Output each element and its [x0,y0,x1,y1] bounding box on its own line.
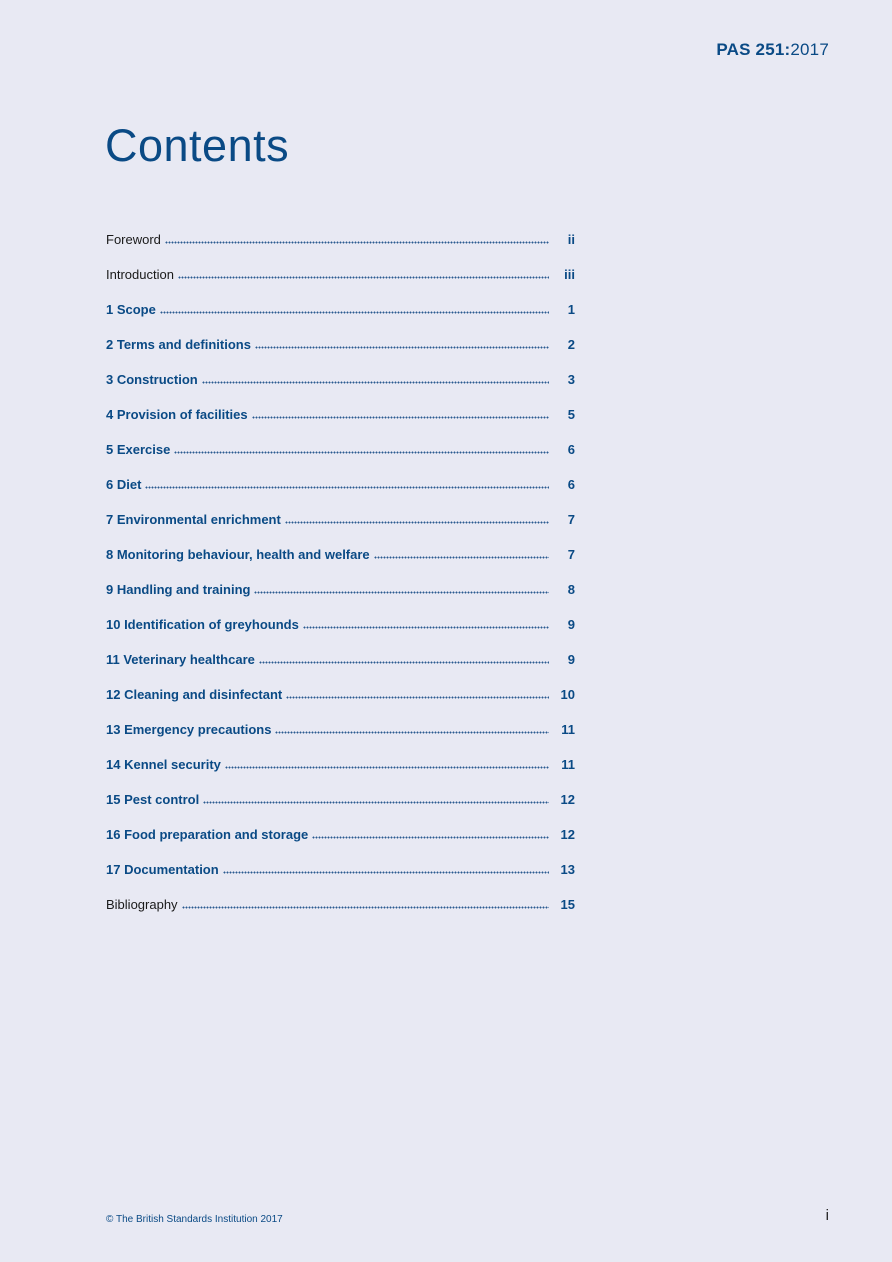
toc-entry-label: 10 Identification of greyhounds [106,617,299,632]
toc-dot-leader [255,335,549,349]
toc-entry-label: 15 Pest control [106,792,200,807]
toc-dot-leader [312,825,549,839]
toc-entry[interactable] [106,615,575,650]
toc-dot-leader [145,475,549,489]
toc-dot-leader [259,650,549,664]
toc-dot-leader [252,405,549,419]
toc-entry[interactable] [106,440,575,475]
toc-entry-page: 3 [567,372,575,387]
toc-entry-label: Introduction [106,267,174,282]
toc-dot-leader [286,685,549,699]
toc-entry-label: 5 Exercise [106,442,171,457]
toc-entry[interactable] [106,405,575,440]
toc-entry-page: 7 [567,547,575,562]
toc-entry-page: 7 [567,512,575,527]
toc-dot-leader [223,860,549,874]
toc-entry-page: 5 [567,407,575,422]
toc-entry[interactable] [106,230,575,265]
toc-dot-leader [254,580,549,594]
toc-entry-label: Foreword [106,232,161,247]
toc-dot-leader [174,440,549,454]
toc-entry[interactable] [106,545,575,580]
toc-entry[interactable] [106,825,575,860]
page-title: Contents [105,120,290,171]
toc-entry-label: 2 Terms and definitions [106,337,251,352]
toc-entry[interactable] [106,650,575,685]
toc-entry[interactable] [106,510,575,545]
toc-entry-label: 3 Construction [106,372,198,387]
toc-entry-page: 9 [567,617,575,632]
toc-entry[interactable] [106,580,575,615]
toc-entry[interactable] [106,720,575,755]
toc-dot-leader [275,720,549,734]
toc-entry[interactable] [106,475,575,510]
toc-entry-label: 14 Kennel security [106,757,221,772]
toc-entry-label: 17 Documentation [106,862,219,877]
toc-entry-page: 9 [567,652,575,667]
document-code-number: PAS 251: [716,40,791,59]
toc-entry[interactable] [106,790,575,825]
toc-entry[interactable] [106,370,575,405]
toc-entry-label: 6 Diet [106,477,142,492]
toc-entry-label: 4 Provision of facilities [106,407,248,422]
toc-entry[interactable] [106,860,575,895]
toc-entry-label: 8 Monitoring behaviour, health and welfare [106,547,370,562]
document-code-year: 2017 [790,40,829,59]
toc-entry-page: 1 [567,302,575,317]
toc-entry-label: 7 Environmental enrichment [106,512,281,527]
toc-entry-page: 6 [567,442,575,457]
toc-entry-label: 12 Cleaning and disinfectant [106,687,283,702]
toc-dot-leader [165,230,549,244]
toc-dot-leader [202,370,549,384]
toc-dot-leader [285,510,549,524]
toc-entry-label: 13 Emergency precautions [106,722,272,737]
toc-dot-leader [182,895,549,909]
toc-entry-page: 11 [561,722,575,737]
toc-entry-label: 1 Scope [106,302,156,317]
toc-entry[interactable] [106,895,575,930]
toc-entry[interactable] [106,300,575,335]
toc-entry[interactable] [106,265,575,300]
toc-entry-page: 2 [567,337,575,352]
toc-entry-label: 16 Food preparation and storage [106,827,309,842]
document-code [716,40,829,60]
page-number: i [825,1207,829,1224]
toc-dot-leader [178,265,549,279]
toc-entry-page: 11 [561,757,575,772]
toc-entry[interactable] [106,685,575,720]
toc-dot-leader [203,790,549,804]
toc-dot-leader [374,545,549,559]
toc-entry-page: 10 [560,687,575,702]
toc-entry-label: 9 Handling and training [106,582,251,597]
table-of-contents [106,230,575,930]
toc-dot-leader [160,300,549,314]
toc-dot-leader [303,615,549,629]
toc-entry[interactable] [106,755,575,790]
toc-entry-page: 8 [567,582,575,597]
toc-entry[interactable] [106,335,575,370]
toc-entry-page: 12 [560,827,575,842]
toc-dot-leader [225,755,549,769]
toc-entry-page: ii [567,232,575,247]
toc-entry-page: 12 [560,792,575,807]
toc-entry-page: 15 [560,897,575,912]
toc-entry-page: iii [564,267,575,282]
toc-entry-label: Bibliography [106,897,178,912]
toc-entry-page: 13 [560,862,575,877]
toc-entry-label: 11 Veterinary healthcare [106,652,255,667]
toc-entry-page: 6 [567,477,575,492]
copyright-notice: © The British Standards Institution 2017 [106,1214,283,1225]
